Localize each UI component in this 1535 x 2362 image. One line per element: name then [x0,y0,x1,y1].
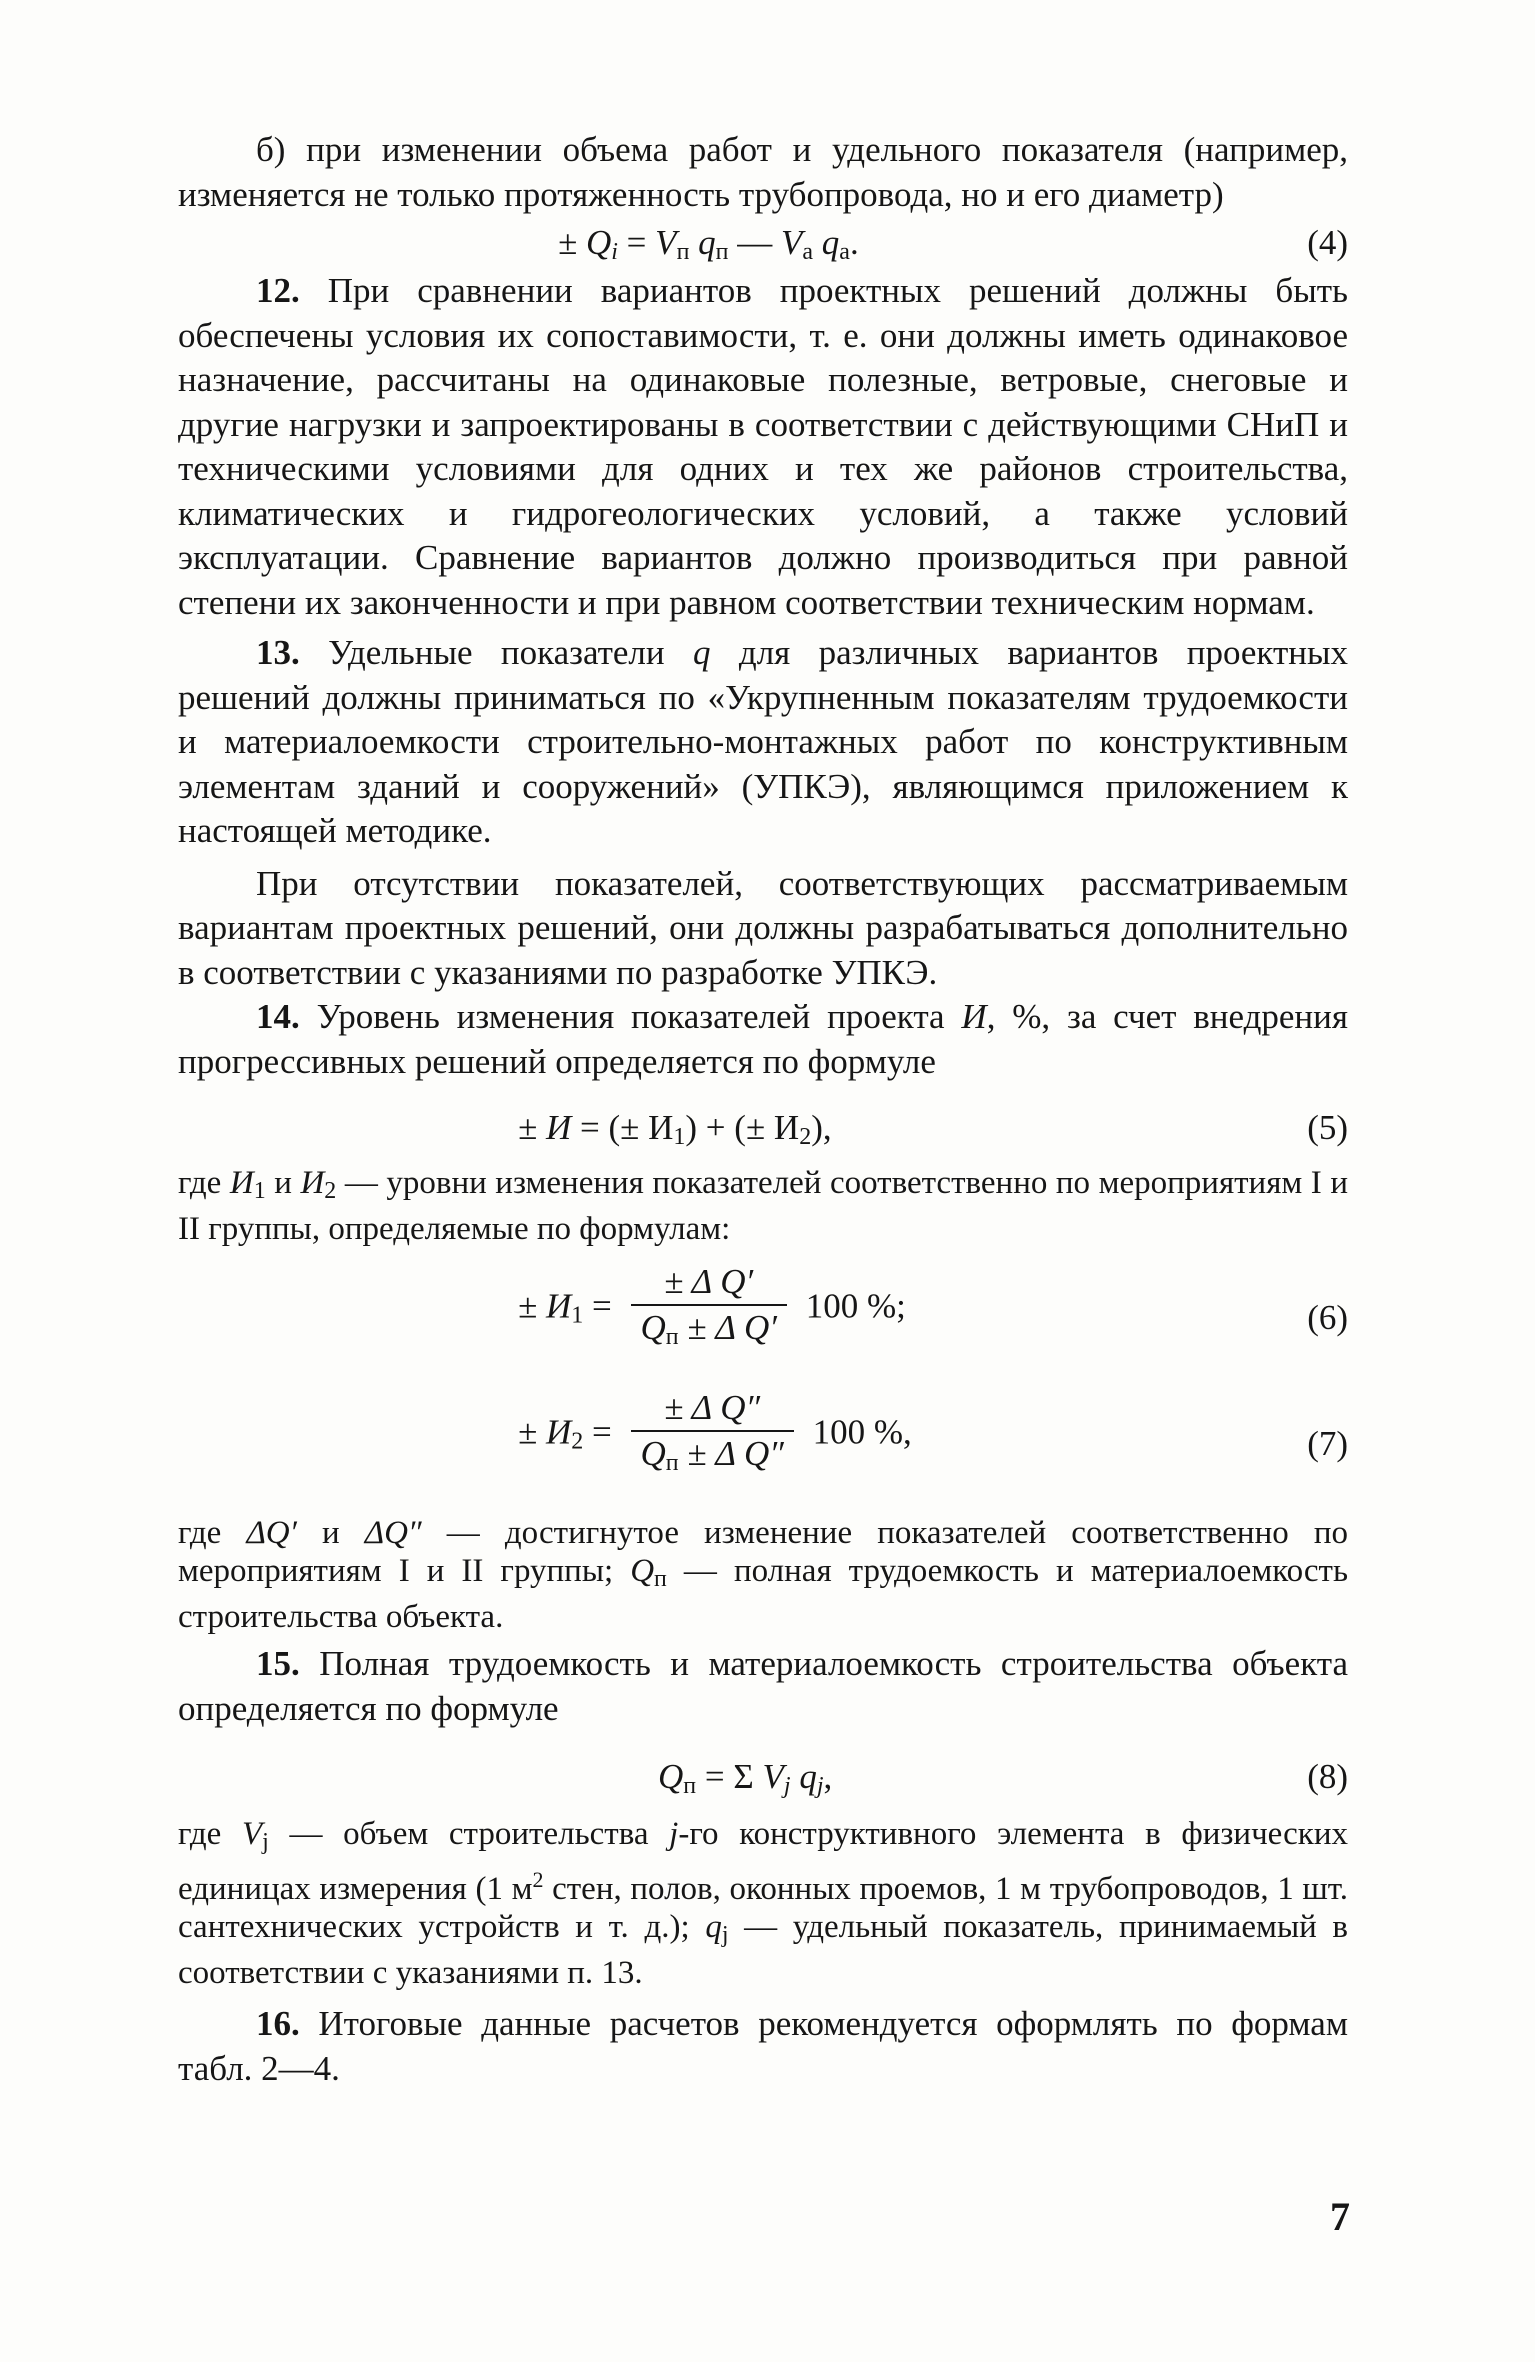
paragraph-13b: При отсутствии показателей, соответствующих рассматриваемым вариантам проектных решений, они должны разрабатываться дополнительно в соответствии с указаниями по разработке УПКЭ. [178,863,1348,992]
where-clause-3: где $V_j$ — объем строительства j-го конструктивного элемента в физических единицах измерения (1 $м^2$ стен, полов, оконных проемов, 1 м трубопроводов, 1 шт. сантехнических устройств и т. д.); $q_j$ — удельный показатель, принимаемый в соответствии с указаниями п. 13. [178,1816,1349,1991]
formula-5-number: (5) [1307,1108,1348,1147]
page-body [178,128,1348,2091]
paragraph-14: 14. Уровень изменения показателей проекта И, %, за счет внедрения прогрессивных решений определяется по формуле [178,997,1348,1081]
formula-4 [178,217,1348,269]
formula-6-denominator: $Q_п \pm \Delta$ Q′ [640,1308,777,1350]
page-number: 7 [1330,2194,1350,2239]
formula-4-number: (4) [1307,223,1348,262]
formula-4-expression: ± $Q_i = V_п$ $q_п$ — $V_а$ $q_а$. [558,223,859,265]
paragraph-16: 16. Итоговые данные расчетов рекомендуется оформлять по формам табл. 2—4. [178,2004,1348,2088]
formula-7-number: (7) [1307,1424,1348,1463]
formula-6-expression: ± $И_1$ = $\frac{\text{± Δ Q′}}{Q_п \pm \Delta Q'}$ 100 %; [518,1260,906,1359]
formula-5 [178,1084,1348,1164]
formula-6-numerator: ± Δ Q′ [631,1260,787,1306]
paragraph-15: 15. Полная трудоемкость и материалоемкость строительства объекта определяется по формуле [178,1644,1348,1728]
formula-7-denominator: $Q_п \pm \Delta$ Q″ [640,1434,784,1476]
formula-7-numerator: ± Δ Q″ [631,1386,794,1432]
formula-6 [178,1260,1348,1378]
paragraph-12: 12. При сравнении вариантов проектных решений должны быть обеспечены условия их сопоставимости, т. е. они должны иметь одинаковое назначение, рассчитаны на одинаковые полезные, ветровые, снеговые и другие нагрузки и запроектированы в соответствии с действующими СНиП и техническими условиями для одних и тех же районов строительства, климатических и гидрогеологических условий, а также условий эксплуатации. Сравнение вариантов должно производиться при равной степени их законченности и при равном соответствии техническим нормам. [178,271,1348,622]
formula-8-expression: $Q_п = \Sigma$ $V_j$ $q_j$, [658,1757,833,1799]
formula-8-number: (8) [1307,1757,1348,1796]
paragraph-13: 13. Удельные показатели q для различных вариантов проектных решений должны приниматься по «Укрупненным показателям трудоемкости и материалоемкости строительно-монтажных работ по конструктивным элементам зданий и сооружений» (УПКЭ), являющимся приложением к настоящей методике. [178,633,1348,850]
formula-7 [178,1386,1348,1504]
formula-8 [178,1731,1348,1815]
formula-6-number: (6) [1307,1298,1348,1337]
formula-5-expression: ± И = (± $И_1$) + (± $И_2$), [518,1108,832,1150]
where-clause-2: где ΔQ′ и ΔQ″ — достигнутое изменение показателей соответственно по мероприятиям I и II группы; $Q_п$ — полная трудоемкость и материалоемкость строительства объекта. [178,1515,1349,1635]
where-clause-1: где $И_1$ и $И_2$ — уровни изменения показателей соответственно по мероприятиям I и II группы, определяемые по формулам: [178,1165,1348,1247]
formula-7-expression: ± $И_2$ = $\frac{\text{± Δ Q″}}{Q_п \pm \Delta Q''}$ 100 %, [518,1386,912,1485]
paragraph-b: б) при изменении объема работ и удельного показателя (например, изменяется не только протяженность трубопровода, но и его диаметр) [178,130,1348,214]
